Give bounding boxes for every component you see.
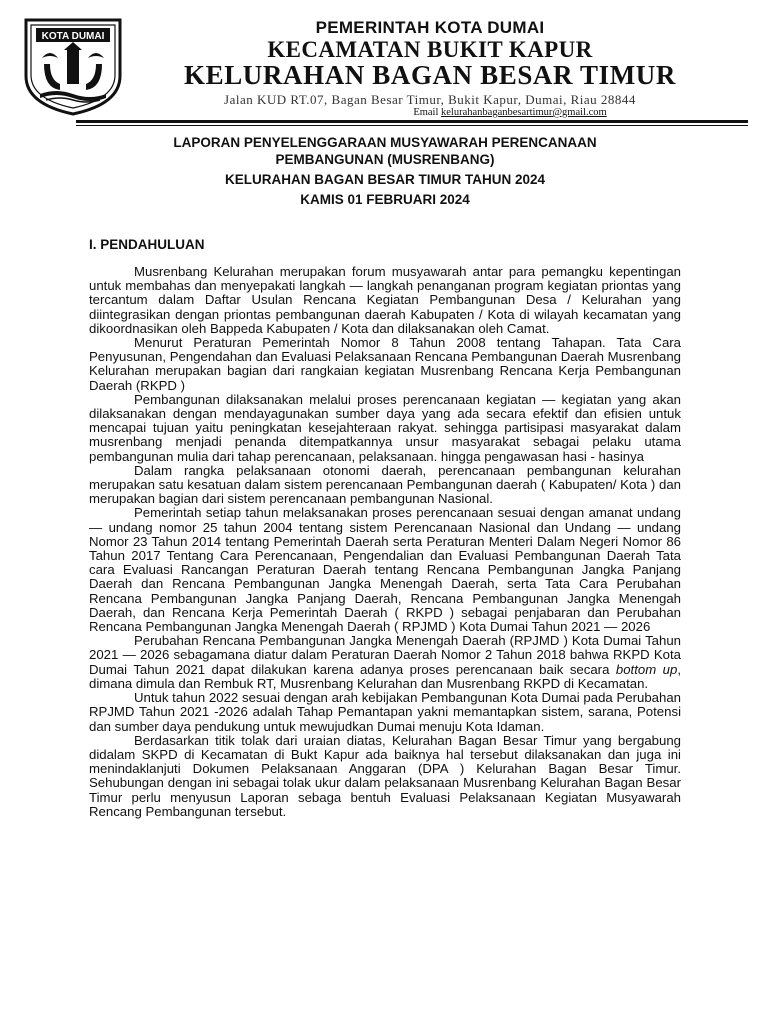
section-heading: I. PENDAHULUAN <box>89 237 205 252</box>
paragraph: Menurut Peraturan Pemerintah Nomor 8 Tahun 2008 tentang Tahapan. Tata Cara Penyusunan, Pengendahan dan Evaluasi Pelaksanaan Rencana Pembangunan Daerah Musrenbang Kelurahan merupakan bagian dari rangkaian kegiatan Musrenbang Rencana Kerja Pembangunan Daerah (RKPD ) <box>89 335 681 393</box>
letterhead-rule-thin <box>76 125 748 126</box>
paragraph: Untuk tahun 2022 sesuai dengan arah kebijakan Pembangunan Kota Dumai pada Perubahan RPJMD Tahun 2021 -2026 adalah Tahap Pemantapan yakni memantapkan sistem, sarana, Potensi dan sumber daya pendukung untuk mewujudkan Dumai menuju Kota Idaman. <box>89 690 681 734</box>
email-address[interactable]: kelurahanbaganbesartimur@gmail.com <box>441 107 607 118</box>
paragraph-text: , dimana dimula dan Rembuk RT, Musrenbang Kelurahan dan Musrenbang RKPD di Kecamatan. <box>89 661 681 691</box>
letterhead-email <box>300 107 720 118</box>
email-label: Email <box>413 107 439 118</box>
letterhead-government: PEMERINTAH KOTA DUMAI <box>315 18 545 37</box>
paragraph: Berdasarkan titik tolak dari uraian diatas, Kelurahan Bagan Besar Timur yang bergabung didalam SKPD di Kecamatan di Bukt Kapur ada baiknya hal tersebut dilaksanakan dan juga ini menindaklanjuti Dokumen Pelaksanaan Anggaran (DPA ) Kelurahan Bagan Besar Timur. Sehubungan dengan ini sebagai tolak ukur dalam pelaksanaan Musrenbang Kelurahan Bagan Besar Timur perlu menyusun Laporan sebaga bentuh Evaluasi Pelaksanaan Kegiatan Musyawarah Rencang Pembangunan tersebut. <box>89 732 681 819</box>
report-title-line-2: PEMBANGUNAN (MUSRENBANG) <box>275 152 495 167</box>
letterhead-district: KECAMATAN BUKIT KAPUR <box>267 37 593 62</box>
letterhead-village: KELURAHAN BAGAN BESAR TIMUR <box>183 60 676 90</box>
letterhead-rule-thick <box>76 120 748 123</box>
kota-dumai-emblem-icon <box>20 14 126 118</box>
paragraph: Pembangunan dilaksanakan melalui proses perencanaan kegiatan — kegiatan yang akan dilaksanakan dengan mendayagunakan sumber daya yang ada secara efektif dan efisien untuk mencapai tujuan yaitu peningkatan kesejahteraan rakyat. sehingga partisipasi masyarakat dalam musrenbang menjadi penanda ditempatkannya unsur masyarakat sebagai pelaku utama pembangunan mulia dari tahap perencanaan, pelaksanaan. hingga pengawasan hasi - hasinya <box>89 391 681 464</box>
letterhead-address: Jalan KUD RT.07, Bagan Besar Timur, Bukit Kapur, Dumai, Riau 28844 <box>224 92 636 107</box>
paragraph: Musrenbang Kelurahan merupakan forum musyawarah antar para pemangku kepentingan untuk membahas dan menyepakati langkah — langkah penanganan program kegiatan priontas yang tercantum dalam Daftar Usulan Rencana Kegiatan Pembangunan Desa / Kelurahan yang diintegrasikan dengan priontas pembangunan daerah Kabupaten / Kota di wilayah kecamatan yang dikoordnasikan oleh Bappeda Kabupaten / Kota dan dilaksanakan oleh Camat. <box>89 264 681 336</box>
paragraph: Pemerintah setiap tahun melaksanakan proses perencanaan sesuai dengan amanat undang — undang nomor 25 tahun 2004 tentang sistem Perencanaan Nasional dan Undang — undang Nomor 23 Tahun 2014 tentang Pemerintah Daerah serta Peraturan Menteri Dalam Negeri Nomor 86 Tahun 2017 Tentang Cara Perencanaan, Pengendalian dan Evaluasi Pembangunan Daerah Tata cara Evaluasi Rancangan Peraturan Daerah tentang Rencana Pembangunan Jangka Panjang Daerah dan Rencana Pembangunan Jangka Menengah Daerah, serta Tata Cara Perubahan Rencana Pembangunan Jangka Panjang Daerah, Rencana Pembangunan Jangka Menengah Daerah, dan Rencana Kerja Pemerintah Daerah ( RKPD ) sebagai penjabaran dan Perubahan Rencana Pembangunan Jangka Menengah Daerah ( RPJMD ) Kota Dumai Tahun 2021 — 2026 <box>89 505 681 635</box>
report-title-line-1: LAPORAN PENYELENGGARAAN MUSYAWARAH PERENCANAAN <box>173 135 597 150</box>
report-date: KAMIS 01 FEBRUARI 2024 <box>300 192 470 207</box>
paragraph: Dalam rangka pelaksanaan otonomi daerah, perencanaan pembangunan kelurahan merupakan satu kesatuan dalam sistem perencanaan Pembangunan daerah ( Kabupaten/ Kota ) dan merupakan bagian dari sistem perencanaan pembangunan Nasional. <box>89 462 681 507</box>
logo-text: KOTA DUMAI <box>41 31 105 42</box>
paragraph-text: Perubahan Rencana Pembangunan Jangka Menengah Daerah (RPJMD ) Kota Dumai Tahun 2021 — 2026 sebagamana diatur dalam Peraturan Daerah Nomor 2 Tahun 2018 bahwa RKPD Kota Dumai Tahun 2021 dapat dilakukan karena adanya proses perencanaan baik secara <box>89 633 681 677</box>
paragraph-italic: bottom up <box>615 661 678 677</box>
section-body <box>89 265 681 819</box>
paragraph <box>89 634 681 691</box>
report-title-line-3: KELURAHAN BAGAN BESAR TIMUR TAHUN 2024 <box>224 172 546 187</box>
